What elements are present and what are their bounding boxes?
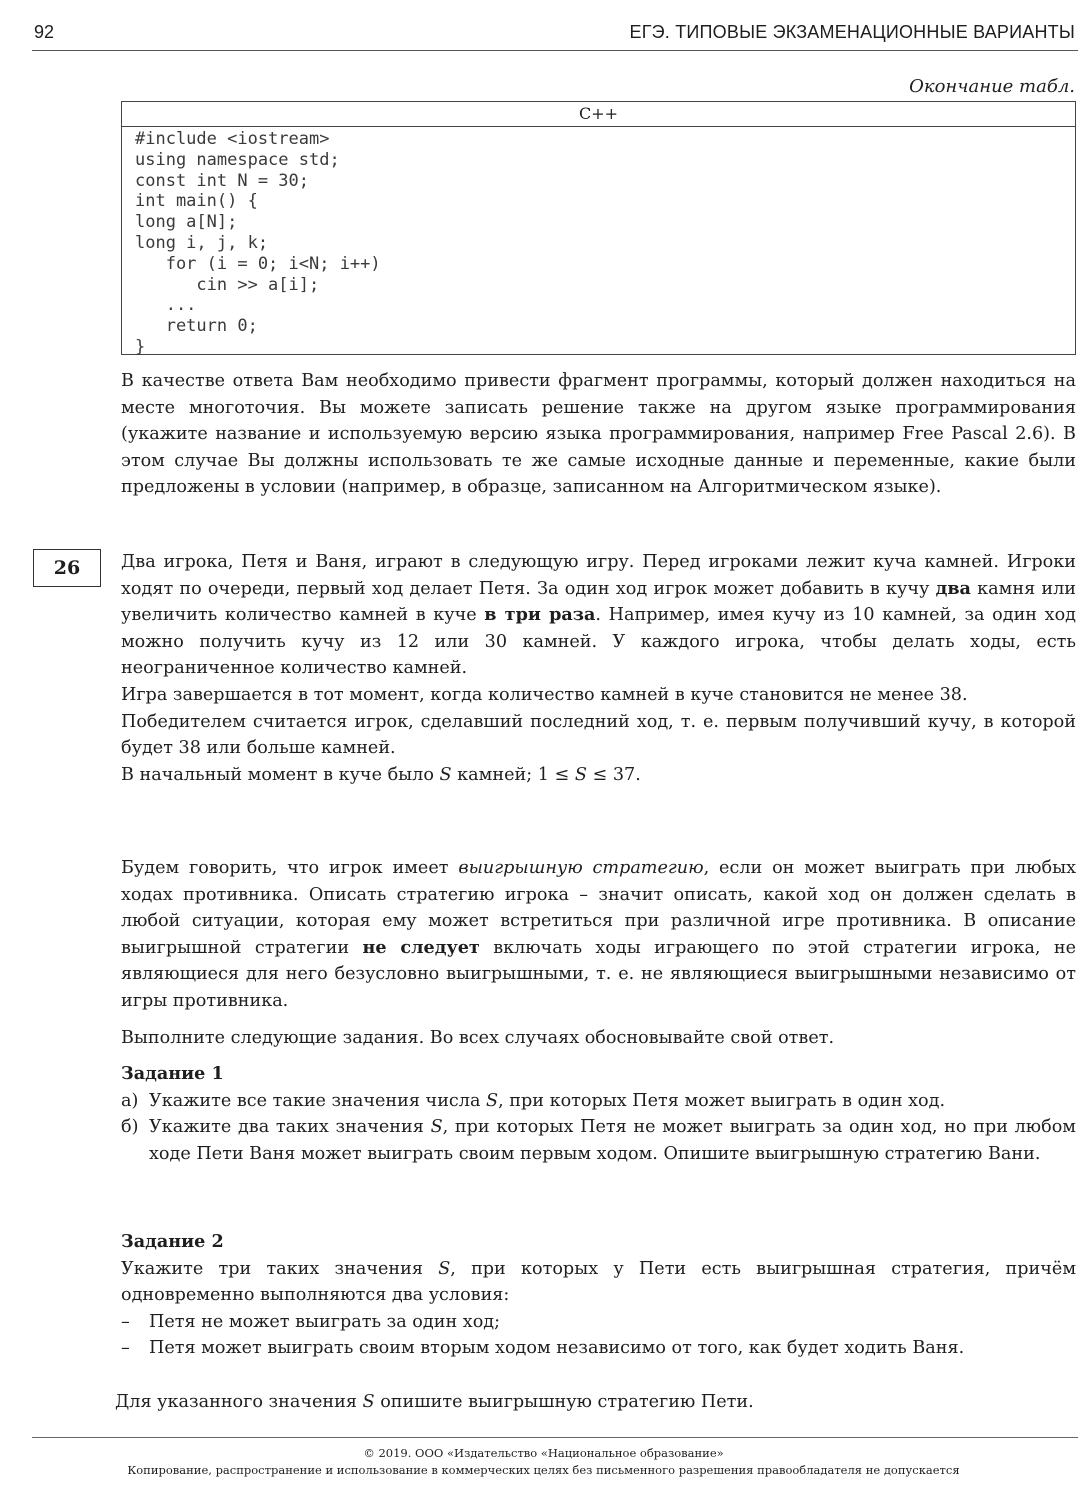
assignment-2-heading: Задание 2 [121,1231,224,1252]
code-line: const int N = 30; [135,170,309,191]
text-run: , при которых Петя может выиграть в один ход. [498,1090,946,1111]
assignment-1b [121,1114,1076,1167]
text-run: , при которых у Пети есть выигрышная стратегия, причём одновременно выполняются два условия: [121,1258,1076,1306]
code-line: cin >> a[i]; [135,274,320,295]
text-run: , при которых Петя не может выиграть за один ход, но при любом ходе Пети Ваня может выиграть своим первым ходом. Опишите выигрышную стратегию Вани. [149,1117,1076,1164]
variable-s: S [486,1090,499,1111]
bold-run: два [935,577,971,599]
variable-s: S [430,1117,443,1138]
instruction [121,1025,1076,1052]
list-marker: а) [121,1090,139,1111]
footer-copyright: © 2019. ООО «Издательство «Национальное образование» [363,1446,724,1460]
initial-condition [121,762,1076,789]
answer-note-text: В качестве ответа Вам необходимо привести фрагмент программы, который должен находиться на месте многоточия. Вы можете записать решение также на другом языке программирования (укажите название и используемую версию языка программирования, например Free Pascal 2.6). В этом случае Вы должны использовать те же самые исходные данные и переменные, какие были предложены в условии (например, в образце, записанном на Алгоритмическом языке). [121,371,1076,498]
assignment-1 [121,1061,1076,1167]
condition-bullet-1 [121,1309,1076,1336]
italic-run: выигрышную стратегию [458,858,704,878]
text-run: включать ходы играющего по этой стратегии игрока, не являющиеся для него безусловно выигрышными, т. е. не являющиеся выигрышными независимо от игры противника. [121,937,1077,1011]
page-header [0,22,1087,48]
code-line: long i, j, k; [135,232,269,253]
code-line: using namespace std; [135,149,340,170]
text-run: . Например, имея кучу из 10 камней, за один ход можно получить кучу из 12 или 30 камней. У каждого игрока, чтобы делать ходы, есть неограниченное количество камней. [121,605,1077,679]
bold-run: в три раза [484,604,596,626]
text-run: камней; 1 ≤ [451,764,575,785]
variable-s: S [574,764,587,785]
running-title: ЕГЭ. ТИПОВЫЕ ЭКЗАМЕНАЦИОННЫЕ ВАРИАНТЫ [629,22,1075,42]
list-marker: – [121,1338,130,1359]
bold-run: не следует [362,936,480,958]
strategy-definition [121,855,1076,1015]
header-rule [32,50,1078,51]
assignment-1-heading: Задание 1 [121,1063,224,1084]
code-table [121,101,1076,355]
variable-s: S [438,1258,451,1279]
code-line: for (i = 0; i<N; i++) [135,253,381,274]
text-run: , если он может выиграть при любых ходах противника. Описать стратегию игрока – значит описать, какой ход он должен сделать в любой ситуации, которая ему может встретиться при различной игре противника. В описание выигрышной стратегии [121,858,1076,958]
task-number-box: 26 [33,549,101,587]
text-run: опишите выигрышную стратегию Пети. [374,1392,754,1412]
final-instruction-text [115,1389,1070,1416]
table-continuation-label: Окончание табл. [909,76,1075,97]
text-run: Петя может выиграть своим вторым ходом независимо от того, как будет ходить Ваня. [149,1338,965,1359]
footer-rule [32,1437,1078,1438]
assignment-2-text [121,1256,1076,1309]
final-instruction [115,1389,1070,1416]
text-run: Будем говорить, что игрок имеет [121,858,459,878]
end-rule: Игра завершается в тот момент, когда количество камней в куче становится не менее 38. [121,684,968,705]
code-listing [122,127,1075,358]
strategy-paragraph [121,855,1076,1015]
text-run: Два игрока, Петя и Ваня, играют в следующую игру. Перед игроками лежит куча камней. Игроки ходят по очереди, первый ход делает Петя. За один ход игрок может добавить в кучу [121,552,1076,599]
instruction-text: Выполните следующие задания. Во всех случаях обосновывайте свой ответ. [121,1028,835,1048]
text-run: Укажите два таких значения [149,1117,431,1138]
condition-bullet-2 [121,1335,1076,1362]
task-intro [121,549,1076,682]
code-line: return 0; [135,316,258,337]
text-run: Для указанного значения [115,1392,363,1412]
code-line: ... [135,295,197,316]
text-run: Укажите все такие значения числа [149,1090,487,1111]
code-line: long a[N]; [135,212,238,233]
code-line: #include <iostream> [135,129,330,149]
text-run: В начальный момент в куче было [121,764,440,785]
code-language-header: C++ [122,102,1075,127]
code-line: int main() { [135,191,258,212]
winner-rule: Победителем считается игрок, сделавший последний ход, т. е. первым получивший кучу, в которой будет 38 или больше камней. [121,711,1076,759]
assignment-1a [121,1088,1076,1115]
assignment-2 [121,1229,1076,1362]
code-line: } [135,336,146,357]
answer-note [121,368,1076,501]
list-marker: – [121,1311,130,1332]
text-run: камня или увеличить количество камней в куче [121,578,1077,626]
text-run: ≤ 37. [586,764,641,785]
variable-s: S [362,1392,375,1412]
list-marker: б) [121,1117,139,1138]
text-run: Петя не может выиграть за один ход; [149,1311,501,1332]
text-run: Укажите три таких значения [121,1258,439,1279]
variable-s: S [439,764,452,785]
task-statement [121,549,1076,788]
footer-notice: Копирование, распространение и использование в коммерческих целях без письменного разрешения правообладателя не допускается [127,1463,960,1477]
page-number: 92 [34,22,55,42]
